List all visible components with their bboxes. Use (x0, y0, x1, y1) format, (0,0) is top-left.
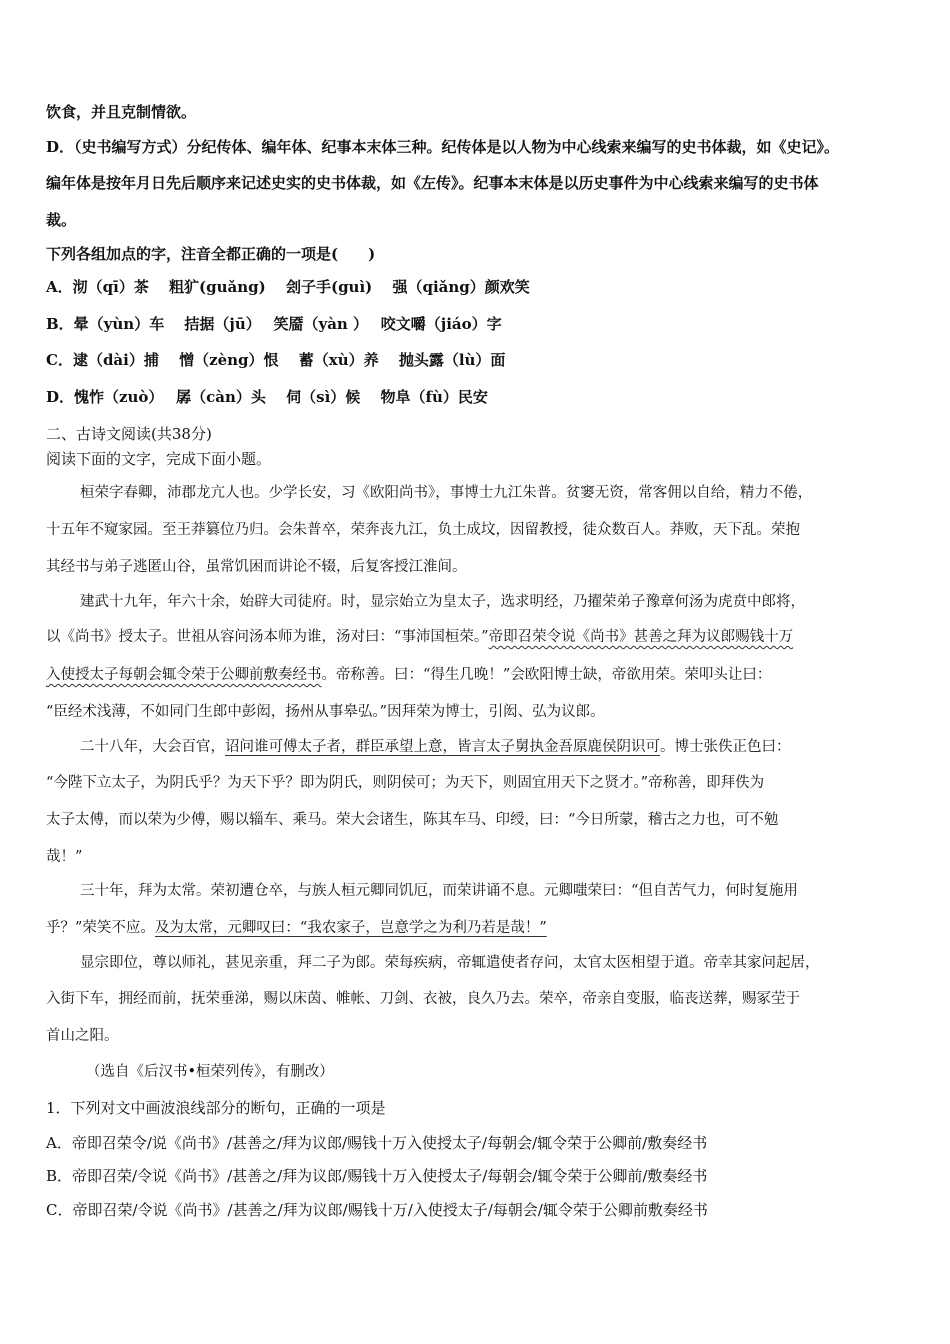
q1-option-b: B．帝即召荣/令说《尚书》/甚善之/拜为议郎/赐钱十万入使授太子/每朝会/辄令荣于公卿前/敷奏经书 (46, 1167, 708, 1185)
passage-line: 首山之阳。 (46, 1028, 119, 1044)
passage-line: 其经书与弟子逃匿山谷，虽常饥困而讲论不辍，后复客授江淮间。 (46, 559, 467, 575)
underlined-text: 诏问谁可傅太子者，群臣承望上意，皆言太子舅执金吾原鹿侯阴识可 (225, 739, 660, 755)
passage-line (80, 737, 791, 757)
plain-text: 乎？”荣笑不应。 (46, 920, 155, 936)
option-d-explanation-line: 裁。 (46, 211, 77, 229)
section-heading: 二、古诗文阅读(共38分) (46, 425, 212, 443)
q1-option-a: A．帝即召荣令/说《尚书》/甚善之/拜为议郎/赐钱十万入使授太子/每朝会/辄令荣于公卿前/敷奏经书 (46, 1134, 708, 1152)
plain-text: 。帝称善。曰：“得生几晚！”会欧阳博士缺，帝欲用荣。荣叩头让曰： (321, 667, 772, 683)
option-b: B．晕（yùn）车 拮据（jū） 笑靥（yàn ） 咬文嚼（jiáo）字 (46, 315, 502, 333)
passage-line: 桓荣字春卿，沛郡龙亢人也。少学长安，习《欧阳尚书》，事博士九江朱普。贫窭无资，常客佣以自给，精力不倦， (80, 485, 813, 501)
plain-text: 二十八年，大会百官， (80, 739, 225, 755)
passage-line: “臣经术浅薄，不如同门生郎中彭闳，扬州从事皋弘。”因拜荣为博士，引闳、弘为议郎。 (46, 704, 605, 720)
option-d-explanation-line: 编年体是按年月日先后顺序来记述史实的史书体裁，如《左传》。纪事本末体是以历史事件为中心线索来编写的史书体 (46, 174, 819, 192)
passage-line: 入街下车，拥经而前，抚荣垂涕，赐以床茵、帷帐、刀剑、衣被，良久乃去。荣卒，帝亲自变服，临丧送葬，赐冢茔于 (46, 991, 800, 1007)
passage-line: 十五年不窥家园。至王莽篡位乃归。会朱普卒，荣奔丧九江，负土成坟，因留教授，徒众数百人。莽败，天下乱。荣抱 (46, 522, 800, 538)
option-d-explanation-line: D．（史书编写方式）分纪传体、编年体、纪事本末体三种。纪传体是以人物为中心线索来编写的史书体裁，如《史记》。 (46, 138, 840, 156)
option-a: A．沏（qī）茶 粗犷(guǎng) 刽子手(guì) 强（qiǎng）颜欢笑 (46, 278, 530, 296)
passage-line: 建武十九年，年六十余，始辟大司徒府。时，显宗始立为皇太子，选求明经，乃擢荣弟子豫章何汤为虎贲中郎将， (80, 594, 805, 610)
passage-line: 三十年，拜为太常。荣初遭仓卒，与族人桓元卿同饥厄，而荣讲诵不息。元卿嗤荣曰：“但自苦气力，何时复施用 (80, 883, 798, 899)
passage-line (46, 665, 771, 685)
passage-line (46, 918, 547, 938)
passage-line: “今陛下立太子，为阴氏乎？为天下乎？即为阴氏，则阴侯可；为天下，则固宜用天下之贤才。”帝称善，即拜佚为 (46, 775, 765, 791)
passage-line: 哉！” (46, 849, 83, 865)
question-stem: 下列各组加点的字，注音全都正确的一项是( ) (46, 245, 376, 263)
wavy-underlined-text: 帝即召荣令说《尚书》甚善之拜为议郎赐钱十万 (488, 629, 794, 645)
question-stem: 1．下列对文中画波浪线部分的断句，正确的一项是 (46, 1099, 386, 1117)
passage-line: 太子太傅，而以荣为少傅，赐以辎车、乘马。荣大会诸生，陈其车马、印绶，曰：“今日所蒙，稽古之力也，可不勉 (46, 812, 779, 828)
q1-option-c: C．帝即召荣/令说《尚书》/甚善之/拜为议郎/赐钱十万/入使授太子/每朝会/辄令荣于公卿前敷奏经书 (46, 1201, 708, 1219)
plain-text: 。博士张佚正色曰： (660, 739, 791, 755)
option-d: D．愧怍（zuò） 孱（càn）头 伺（sì）候 物阜（fù）民安 (46, 388, 488, 406)
text-line: 饮食，并且克制情欲。 (46, 103, 197, 121)
option-c: C．逮（dài）捕 憎（zèng）恨 蓄（xù）养 抛头露（lù）面 (46, 351, 506, 369)
section-instruction: 阅读下面的文字，完成下面小题。 (46, 450, 272, 468)
wavy-underlined-text: 入使授太子每朝会辄令荣于公卿前敷奏经书 (46, 667, 322, 683)
passage-line: 显宗即位，尊以师礼，甚见亲重，拜二子为郎。荣每疾病，帝辄遣使者存问，太官太医相望于道。帝幸其家问起居， (80, 955, 820, 971)
passage-source: （选自《后汉书•桓荣列传》，有删改） (86, 1064, 334, 1080)
passage-line (46, 627, 793, 647)
underlined-text: 及为太常，元卿叹曰：“我农家子，岂意学之为利乃若是哉！” (154, 920, 547, 936)
plain-text: 以《尚书》授太子。世祖从容问汤本师为谁，汤对曰：“事沛国桓荣。” (46, 629, 489, 645)
